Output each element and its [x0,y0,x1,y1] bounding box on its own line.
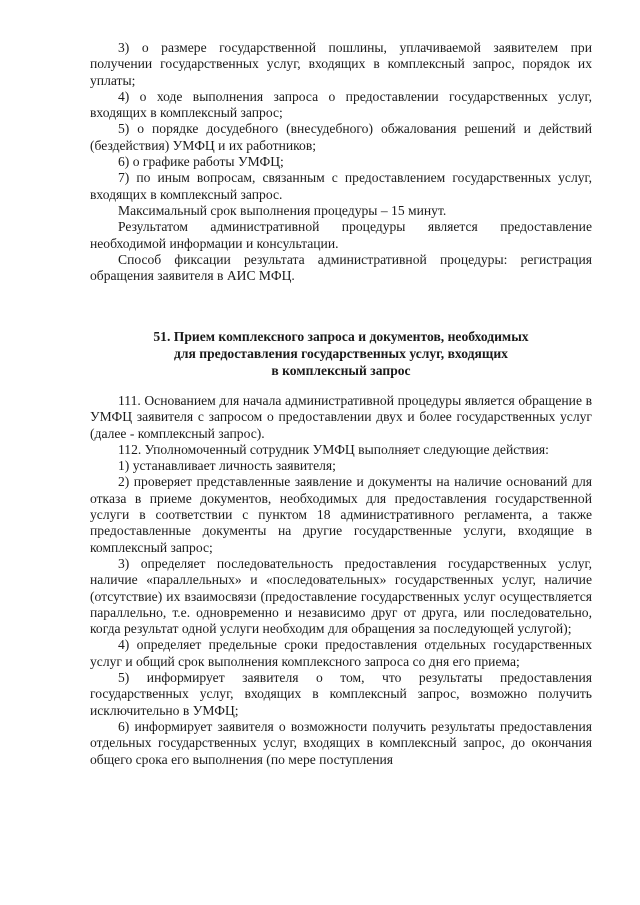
paragraph-fixation-method: Способ фиксации результата административной процедуры: регистрация обращения заявителя в АИС МФЦ. [90,251,592,284]
paragraph-item-7: 7) по иным вопросам, связанным с предоставлением государственных услуг, входящих в комплексный запрос. [90,170,592,202]
action-item-3: 3) определяет последовательность предоставления государственных услуг, наличие «параллельных» и «последовательных» государственных услуг, наличие (отсутствие) их взаимосвязи (предоставление государственных услуг осуществляется параллельно, т.е. одновременно и независимо друг от друга, или последовательно, когда результат одной услуги необходим для обращения за последующей услугой); [90,555,592,637]
action-item-4: 4) определяет предельные сроки предоставления отдельных государственных услуг и общий срок выполнения комплексного запроса со дня его приема; [90,637,592,669]
paragraph-item-3: 3) о размере государственной пошлины, уплачиваемой заявителем при получении государственных услуг, входящих в комплексный запрос, порядок их уплаты; [90,40,592,88]
action-item-2: 2) проверяет представленные заявление и документы на наличие оснований для отказа в приеме документов, необходимых для предоставления государственной услуги в соответствии с пунктом 18 административного регламента, а также предоставленные документы на другие государственные услуги, входящие в комплексный запрос; [90,474,592,555]
paragraph-item-4: 4) о ходе выполнения запроса о предоставлении государственных услуг, входящих в комплексный запрос; [90,88,592,121]
paragraph-item-5: 5) о порядке досудебного (внесудебного) обжалования решений и действий (бездействия) УМФЦ и их работников; [90,121,592,153]
section-heading [90,328,592,379]
action-item-1: 1) устанавливает личность заявителя; [118,458,336,474]
paragraph-item-6: 6) о графике работы УМФЦ; [118,154,284,170]
paragraph-112: 112. Уполномоченный сотрудник УМФЦ выполняет следующие действия: [118,441,549,457]
paragraph-result: Результатом административной процедуры является предоставление необходимой информации и консультации. [90,219,592,251]
section-heading-line-2: для предоставления государственных услуг, входящих [174,346,508,361]
procedure-list [90,393,592,768]
action-item-5: 5) информирует заявителя о том, что результаты предоставления государственных услуг, входящих в комплексный запрос, возможно получить исключительно в УМФЦ; [90,670,592,718]
section-heading-line-1: 51. Прием комплексного запроса и документов, необходимых [153,329,529,344]
information-list [90,40,592,284]
section-heading-line-3: в комплексный запрос [271,363,411,378]
paragraph-111: 111. Основанием для начала административной процедуры является обращение в УМФЦ заявителя с запросом о предоставлении двух и более государственных услуг (далее - комплексный запрос). [90,393,592,441]
paragraph-max-time: Максимальный срок выполнения процедуры – 15 минут. [118,202,447,218]
action-item-6: 6) информирует заявителя о возможности получить результаты предоставления отдельных государственных услуг, входящих в комплексный запрос, до окончания общего срока его выполнения (по мере поступления [90,718,592,767]
